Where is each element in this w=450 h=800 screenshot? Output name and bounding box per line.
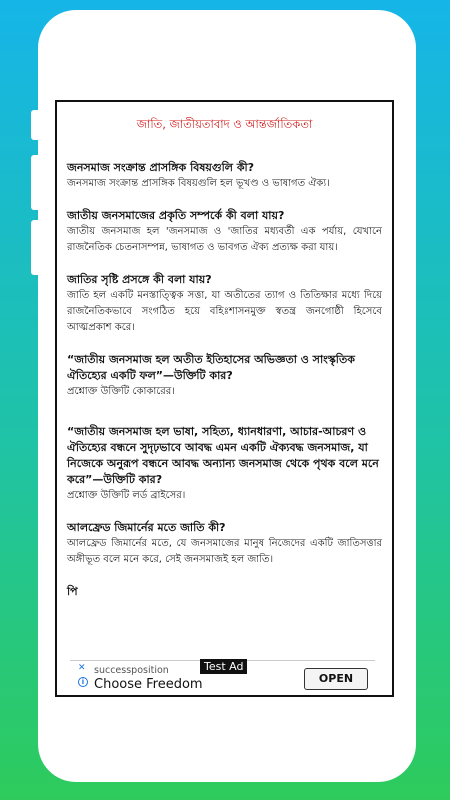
qa-item <box>67 208 382 256</box>
answer-text: প্রশ্নোক্ত উক্তিটি কোকারের। <box>67 386 175 397</box>
ad-badge: Test Ad <box>200 659 247 674</box>
qa-item <box>67 520 382 568</box>
answer-text: জাতীয় জনসমাজ হল 'জনসমাজ ও 'জাতির মধ্যবর্তী এক পর্যায়, যেখানে রাজনৈতিক চেতনাসম্পন্ন, ভাষাগত ও ভাবগত ঐক্য প্রত্যক্ষ করা যায়। <box>67 226 382 253</box>
info-icon[interactable]: i <box>78 677 88 687</box>
qa-item <box>67 424 382 504</box>
question-text: জাতির সৃষ্টি প্রসঙ্গে কী বলা যায়? <box>67 273 212 286</box>
ad-source: successposition <box>94 665 169 676</box>
page-title: জাতি, জাতীয়তাবাদ ও আন্তর্জাতিকতা <box>136 117 313 131</box>
answer-text: আলফ্রেড জিমার্নের মতে, যে জনসমাজের মানুষ নিজেদের একটি জাতিসত্তার অঙ্গীভূত বলে মনে করে, সেই জনসমাজই হল জাতি। <box>67 538 382 565</box>
close-icon[interactable]: ✕ <box>78 663 86 673</box>
ad-banner[interactable] <box>70 660 375 695</box>
app-screen[interactable] <box>55 100 394 697</box>
question-text: আলফ্রেড জিমার্নের মতে জাতি কী? <box>67 521 226 534</box>
partial-question-text: পি <box>67 585 78 598</box>
question-text: জাতীয় জনসমাজের প্রকৃতি সম্পর্কে কী বলা যায়? <box>67 209 285 222</box>
ad-open-button[interactable]: OPEN <box>304 668 368 690</box>
qa-item <box>67 352 382 400</box>
answer-text: জাতি হল একটি মনস্তাত্ত্বিক সত্তা, যা অতীতের ত্যাগ ও তিতিক্ষার মধ্যে দিয়ে রাজনৈতিকভাবে সংগঠিত হয়ে বহিঃশাসনমুক্ত স্বতন্ত্র জনগোষ্ঠী হিসেবে আত্মপ্রকাশ করে। <box>67 290 382 333</box>
question-text: “জাতীয় জনসমাজ হল ভাষা, সহিত্য, ধ্যানধারণা, আচার-আচরণ ও ঐতিহ্যের বন্ধনে সুদৃঢ়ভাবে আবদ্ধ এমন একটি ঐক্যবদ্ধ জনসমাজ, যা নিজেকে অনুরূপ বন্ধনে আবদ্ধ অন্যান্য জনসমাজ থেকে পৃথক বলে মনে করে”—উক্তিটি কার? <box>67 425 379 486</box>
ad-headline[interactable]: Choose Freedom <box>94 677 203 692</box>
question-text: “জাতীয় জনসমাজ হল অতীত ইতিহাসের অভিজ্ঞতা ও সাংস্কৃতিক ঐতিহ্যের একটি ফল”—উক্তিটি কার? <box>67 353 355 382</box>
answer-text: প্রশ্নোক্ত উক্তিটি লর্ড ব্রাইসের। <box>67 490 186 501</box>
qa-item <box>67 160 382 192</box>
qa-item <box>67 272 382 336</box>
qa-content[interactable] <box>57 142 392 600</box>
answer-text: জনসমাজ সংক্রান্ত প্রাসঙ্গিক বিষয়গুলি হল ভূখণ্ড ও ভাষাগত ঐক্য। <box>67 178 330 189</box>
question-text: জনসমাজ সংক্রান্ত প্রাসঙ্গিক বিষয়গুলি কী? <box>67 161 255 174</box>
